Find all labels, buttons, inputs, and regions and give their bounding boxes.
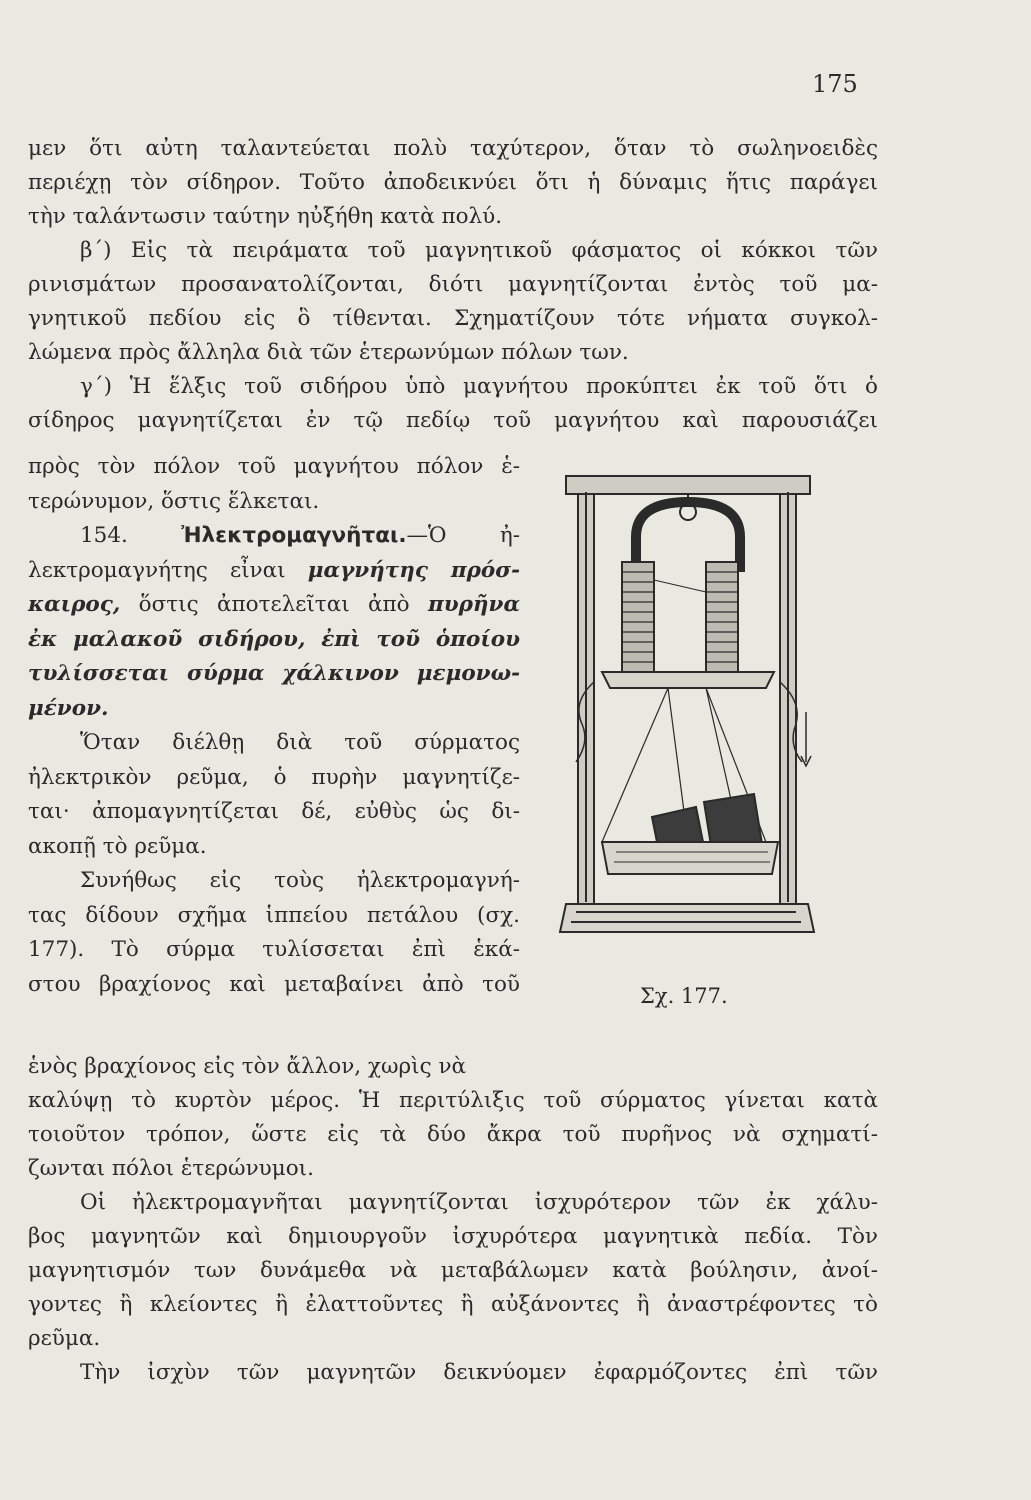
emphasis-line: τυλίσσεται σύρμα χάλκινον μεμονω- [28, 661, 520, 686]
emphasis-text: καιρος, [28, 592, 121, 617]
text-line: ρινισμάτων προσανατολίζονται, διότι μαγνητίζονται ἐντὸς τοῦ μα- [28, 272, 878, 297]
text-line: μαγνητισμόν των δυνάμεθα νὰ μεταβάλωμεν κατὰ βούλησιν, ἀνοί- [28, 1258, 878, 1283]
section-heading: Ἠλεκτρομαγνῆται. [181, 523, 407, 548]
text-line: ἠλεκτρικὸν ρεῦμα, ὁ πυρὴν μαγνητίζε- [28, 764, 520, 790]
page-number: 175 [812, 70, 858, 98]
text-line: 177). Τὸ σύρμα τυλίσσεται ἐπὶ ἑκά- [28, 937, 520, 962]
text-line: στου βραχίονος καὶ μεταβαίνει ἀπὸ τοῦ [28, 971, 520, 997]
electromagnet-figure [556, 462, 818, 942]
text-line: β΄) Εἰς τὰ πειράματα τοῦ μαγνητικοῦ φάσματος οἱ κόκκοι τῶν [80, 238, 878, 263]
text-line: ακοπῇ τὸ ρεῦμα. [28, 833, 207, 859]
text-line: τοιοῦτον τρόπον, ὥστε εἰς τὰ δύο ἄκρα τοῦ πυρῆνος νὰ σχηματί- [28, 1122, 878, 1147]
text-line: ται· ἀπομαγνητίζεται δέ, εὐθὺς ὡς δι- [28, 799, 520, 824]
top-paragraphs [28, 132, 878, 438]
text-line: ζωνται πόλοι ἑτερώνυμοι. [28, 1156, 314, 1181]
text-line: μεν ὅτι αὐτη ταλαντεύεται πολὺ ταχύτερον, ὅταν τὸ σωληνοειδὲς [28, 136, 878, 161]
section-heading-line [28, 519, 520, 554]
text-line: ρεῦμα. [28, 1326, 101, 1351]
section-number: 154. [80, 523, 128, 548]
text-line: γοντες ἢ κλείοντες ἢ ἐλαττοῦντες ἢ αὐξάνοντες ἢ ἀναστρέφοντες τὸ [28, 1292, 878, 1317]
text-line: Τὴν ἰσχὺν τῶν μαγνητῶν δεικνύομεν ἐφαρμόζοντες ἐπὶ τῶν [80, 1360, 878, 1385]
text-line: περιέχῃ τὸν σίδηρον. Τοῦτο ἀποδεικνύει ὅτι ἡ δύναμις ἥτις παράγει [28, 170, 878, 195]
figure-caption: Σχ. 177. [640, 984, 728, 1008]
text-line: τας δίδουν σχῆμα ἱππείου πετάλου (σχ. [28, 902, 520, 928]
text-fragment: ὅστις ἀποτελεῖται ἀπὸ [120, 592, 428, 617]
lower-paragraphs [28, 1050, 878, 1390]
text-line [28, 588, 520, 623]
emphasis-text: μαγνήτης πρόσ- [307, 557, 520, 583]
text-line: λώμενα πρὸς ἄλληλα διὰ τῶν ἑτερωνύμων πόλων των. [28, 340, 629, 365]
text-line: τὴν ταλάντωσιν ταύτην ηὐξήθη κατὰ πολύ. [28, 204, 503, 229]
text-line: ἑνὸς βραχίονος εἰς τὸν ἄλλον, χωρὶς νὰ [28, 1054, 467, 1079]
text-line: γνητικοῦ πεδίου εἰς ὃ τίθενται. Σχηματίζουν τότε νήματα συγκολ- [28, 306, 878, 331]
text-line: Συνήθως εἰς τοὺς ἠλεκτρομαγνή- [80, 868, 520, 893]
text-line: σίδηρος μαγνητίζεται ἐν τῷ πεδίῳ τοῦ μαγνήτου καὶ παρουσιάζει [28, 408, 878, 433]
left-column [28, 450, 520, 1002]
text-fragment: λεκτρομαγνήτης εἶναι [28, 557, 308, 583]
emphasis-line: μένον. [28, 695, 109, 721]
text-line [28, 554, 520, 589]
text-fragment: —Ὁ ἠ- [406, 523, 520, 548]
text-line: τερώνυμον, ὅστις ἕλκεται. [28, 488, 320, 514]
text-line: Ὅταν διέλθῃ διὰ τοῦ σύρματος [80, 730, 520, 755]
text-line: πρὸς τὸν πόλον τοῦ μαγνήτου πόλον ἑ- [28, 454, 520, 479]
text-line: βος μαγνητῶν καὶ δημιουργοῦν ἰσχυρότερα μαγνητικὰ πεδία. Τὸν [28, 1224, 878, 1249]
text-line: γ΄) Ἡ ἕλξις τοῦ σιδήρου ὑπὸ μαγνήτου προκύπτει ἐκ τοῦ ὅτι ὁ [80, 374, 878, 399]
text-line: καλύψῃ τὸ κυρτὸν μέρος. Ἡ περιτύλιξις τοῦ σύρματος γίνεται κατὰ [28, 1088, 878, 1113]
emphasis-text: πυρῆνα [427, 592, 520, 617]
emphasis-line: ἐκ μαλακοῦ σιδήρου, ἐπὶ τοῦ ὁποίου [28, 626, 520, 652]
text-line: Οἱ ἠλεκτρομαγνῆται μαγνητίζονται ἰσχυρότερον τῶν ἐκ χάλυ- [80, 1190, 878, 1215]
